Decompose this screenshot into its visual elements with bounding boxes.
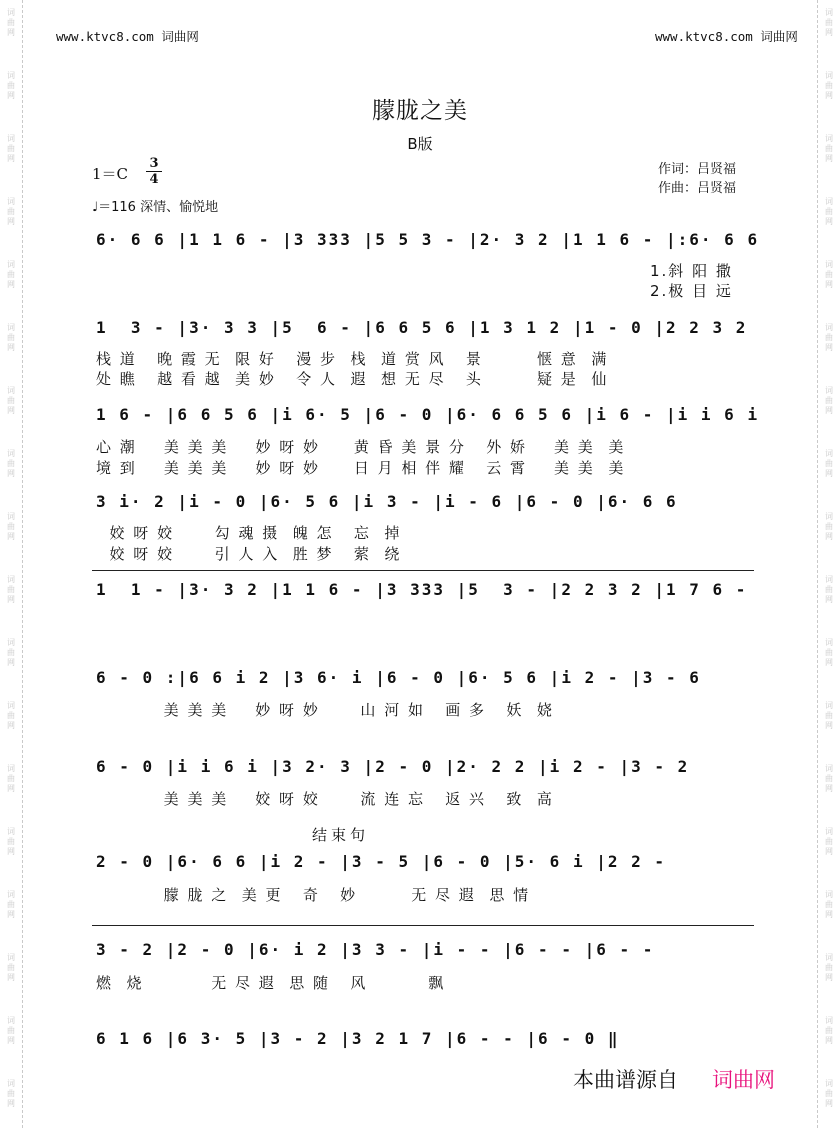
strip-watermark-mark: 词 曲 网 xyxy=(825,701,833,730)
strip-watermark-mark: 词 曲 网 xyxy=(7,512,15,541)
strip-watermark-mark: 词 曲 网 xyxy=(7,71,15,100)
lyric-line-9: 燃 烧 无 尽 遐 思 随 风 飘 xyxy=(96,974,446,992)
score-line-4: 3 i· 2 |i - 0 |6· 5 6 |i 3 - |i - 6 |6 - 0 |6· 6 6 xyxy=(96,492,678,511)
strip-watermark-mark: 词 曲 网 xyxy=(7,890,15,919)
key-signature: 1＝C xyxy=(92,165,129,183)
lyric-line-4b: 姣 呀 姣 引 人 入 胜 梦 萦 绕 xyxy=(96,545,402,563)
song-title: 朦胧之美 xyxy=(372,98,468,124)
lyric-line-2b: 处 瞧 越 看 越 美 妙 令 人 遐 想 无 尽 头 疑 是 仙 xyxy=(96,370,609,388)
strip-watermark-mark: 词 曲 网 xyxy=(825,638,833,667)
score-line-2: 1 3 - |3· 3 3 |5 6 - |6 6 5 6 |1 3 1 2 |1 - 0 |2 2 3 2 xyxy=(96,318,748,337)
lyric-line-1a: 1.斜 阳 撒 xyxy=(650,262,733,280)
lyric-line-2a: 栈 道 晚 霞 无 限 好 漫 步 栈 道 赏 风 景 惬 意 满 xyxy=(96,350,609,368)
score-line-5: 1 1 - |3· 3 2 |1 1 6 - |3 333 |5 3 - |2 2 3 2 |1 7 6 - xyxy=(96,580,748,599)
strip-watermark-mark: 词 曲 网 xyxy=(825,449,833,478)
strip-watermark-mark: 词 曲 网 xyxy=(7,197,15,226)
strip-watermark-mark: 词 曲 网 xyxy=(7,323,15,352)
tempo-marking: ♩＝116 深情、愉悦地 xyxy=(92,200,219,215)
lyric-line-1b: 2.极 目 远 xyxy=(650,282,733,300)
song-version: B版 xyxy=(407,135,433,153)
strip-watermark-mark: 词 曲 网 xyxy=(825,134,833,163)
site-watermark-left[interactable]: www.ktvc8.com 词曲网 xyxy=(56,29,199,44)
strip-watermark-mark: 词 曲 网 xyxy=(7,386,15,415)
strip-watermark-mark: 词 曲 网 xyxy=(7,953,15,982)
score-line-9: 3 - 2 |2 - 0 |6· i 2 |3 3 - |i - - |6 - - |6 - - xyxy=(96,940,655,959)
meter-bottom: 4 xyxy=(146,171,162,187)
lyric-line-7: 美 美 美 姣 呀 姣 流 连 忘 返 兴 致 高 xyxy=(96,790,554,808)
strip-watermark-mark: 词 曲 网 xyxy=(7,827,15,856)
strip-watermark-mark: 词 曲 网 xyxy=(825,260,833,289)
system-rule-1 xyxy=(92,570,754,571)
strip-watermark-mark: 词 曲 网 xyxy=(7,575,15,604)
score-line-8: 2 - 0 |6· 6 6 |i 2 - |3 - 5 |6 - 0 |5· 6 i |2 2 - xyxy=(96,852,667,871)
footer-brand-link[interactable]: 词曲网 xyxy=(712,1068,775,1092)
meter-top: 3 xyxy=(149,156,159,171)
strip-watermark-mark: 词 曲 网 xyxy=(7,1016,15,1045)
strip-watermark-mark: 词 曲 网 xyxy=(825,890,833,919)
strip-watermark-mark: 词 曲 网 xyxy=(825,8,833,37)
strip-watermark-mark: 词 曲 网 xyxy=(7,638,15,667)
strip-watermark-mark: 词 曲 网 xyxy=(825,764,833,793)
strip-watermark-mark: 词 曲 网 xyxy=(7,1079,15,1108)
strip-watermark-mark: 词 曲 网 xyxy=(7,260,15,289)
strip-watermark-mark: 词 曲 网 xyxy=(7,764,15,793)
strip-watermark-mark: 词 曲 网 xyxy=(7,449,15,478)
time-signature xyxy=(146,156,162,187)
strip-watermark-mark: 词 曲 网 xyxy=(825,512,833,541)
strip-watermark-mark: 词 曲 网 xyxy=(7,134,15,163)
score-line-7: 6 - 0 |i i 6 i |3 2· 3 |2 - 0 |2· 2 2 |i 2 - |3 - 2 xyxy=(96,757,690,776)
ending-phrase-label: 结束句 xyxy=(312,826,370,844)
lyric-line-6: 美 美 美 妙 呀 妙 山 河 如 画 多 妖 娆 xyxy=(96,701,554,719)
strip-watermark-mark: 词 曲 网 xyxy=(825,197,833,226)
strip-watermark-mark: 词 曲 网 xyxy=(7,8,15,37)
lyric-line-3a: 心 潮 美 美 美 妙 呀 妙 黄 昏 美 景 分 外 娇 美 美 美 xyxy=(96,438,626,456)
score-line-10: 6 1 6 |6 3· 5 |3 - 2 |3 2 1 7 |6 - - |6 - 0 ‖ xyxy=(96,1029,620,1048)
strip-watermark-mark: 词 曲 网 xyxy=(825,71,833,100)
score-line-6: 6 - 0 :|6 6 i 2 |3 6· i |6 - 0 |6· 5 6 |i 2 - |3 - 6 xyxy=(96,668,701,687)
system-rule-2 xyxy=(92,925,754,926)
site-watermark-right[interactable]: www.ktvc8.com 词曲网 xyxy=(655,29,798,44)
lyricist: 作词：吕贤福 xyxy=(658,162,737,177)
composer: 作曲：吕贤福 xyxy=(658,181,737,196)
score-line-3: 1 6 - |6 6 5 6 |i 6· 5 |6 - 0 |6· 6 6 5 6 |i 6 - |i i 6 i xyxy=(96,405,760,424)
credits xyxy=(658,160,736,198)
strip-watermark-mark: 词 曲 网 xyxy=(825,1079,833,1108)
lyric-line-8: 朦 胧 之 美 更 奇 妙 无 尽 遐 思 情 xyxy=(96,886,531,904)
score-line-1: 6· 6 6 |1 1 6 - |3 333 |5 5 3 - |2· 3 2 |1 1 6 - |:6· 6 6 xyxy=(96,230,760,249)
strip-watermark-mark: 词 曲 网 xyxy=(825,323,833,352)
strip-watermark-mark: 词 曲 网 xyxy=(825,575,833,604)
strip-watermark-mark: 词 曲 网 xyxy=(7,701,15,730)
strip-watermark-mark: 词 曲 网 xyxy=(825,953,833,982)
lyric-line-4a: 姣 呀 姣 勾 魂 摄 魄 怎 忘 掉 xyxy=(96,524,402,542)
footer-source-text: 本曲谱源自 xyxy=(573,1068,678,1092)
strip-watermark-mark: 词 曲 网 xyxy=(825,827,833,856)
lyric-line-3b: 境 到 美 美 美 妙 呀 妙 日 月 相 伴 耀 云 霄 美 美 美 xyxy=(96,459,626,477)
strip-watermark-mark: 词 曲 网 xyxy=(825,386,833,415)
strip-watermark-mark: 词 曲 网 xyxy=(825,1016,833,1045)
